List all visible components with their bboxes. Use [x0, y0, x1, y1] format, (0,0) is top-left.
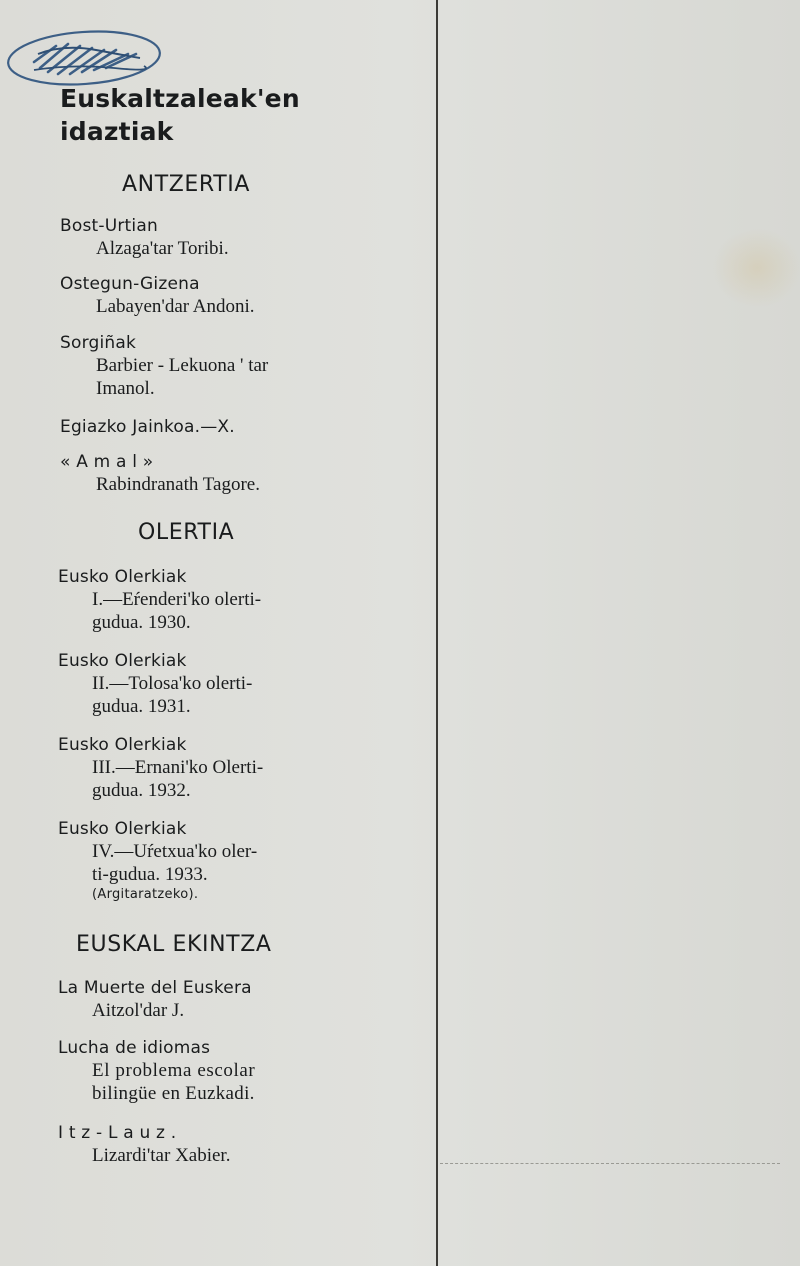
list-item [0, 566, 436, 634]
entry-title: Lucha de idiomas [58, 1038, 211, 1058]
entry-author: Rabindranath Tagore. [96, 474, 260, 495]
entry-detail: El problema escolar [92, 1060, 256, 1081]
entry-title: Sorgiñak [60, 333, 137, 353]
paper-stain [712, 228, 800, 308]
list-item [0, 416, 436, 438]
entry-detail-cont: gudua. 1931. [92, 696, 191, 717]
entry-detail-cont: gudua. 1930. [92, 612, 191, 633]
entry-title: Bost-Urtian [60, 216, 158, 236]
title-line-2: idaztiak [60, 117, 174, 146]
entry-title: « A m a l » [60, 452, 154, 472]
list-item [0, 451, 436, 496]
entry-author: Aitzol'dar J. [92, 1000, 185, 1021]
page-fold-line [436, 0, 438, 1266]
entry-title: Eusko Olerkiak [58, 819, 187, 839]
list-item [0, 273, 436, 318]
entry-title: La Muerte del Euskera [58, 978, 252, 998]
entry-author: Labayen'dar Andoni. [96, 296, 255, 317]
entry-author: Barbier - Lekuona ' tar [96, 355, 269, 376]
entry-title: Ostegun-Gizena [60, 274, 200, 294]
list-item [0, 650, 436, 718]
entry-title: Eusko Olerkiak [58, 735, 187, 755]
entry-author: Alzaga'tar Toribi. [96, 238, 229, 259]
entry-detail: IV.—Uŕetxua'ko oler- [92, 841, 258, 862]
entry-note: (Argitaratzeko). [92, 887, 199, 902]
title-line-1: Euskaltzaleak'en [60, 84, 300, 113]
list-item [0, 1122, 436, 1167]
entry-title: Eusko Olerkiak [58, 567, 187, 587]
entry-detail-cont: bilingüe en Euzkadi. [92, 1083, 255, 1104]
entry-detail-cont: ti-gudua. 1933. [92, 864, 208, 885]
entry-detail-cont: gudua. 1932. [92, 780, 191, 801]
entry-author-cont: Imanol. [96, 378, 155, 399]
entry-detail: I.—Eŕenderi'ko olerti- [92, 589, 262, 610]
entry-title: Eusko Olerkiak [58, 651, 187, 671]
page-title [60, 82, 300, 148]
entry-title: Egiazko Jainkoa.—X. [60, 417, 235, 437]
dashed-guide-line [440, 1163, 780, 1164]
entry-detail: II.—Tolosa'ko olerti- [92, 673, 253, 694]
list-item [0, 332, 436, 400]
list-item [0, 818, 436, 903]
entry-detail: III.—Ernani'ko Olerti- [92, 757, 264, 778]
list-item [0, 1037, 436, 1105]
entry-author: Lizardi'tar Xabier. [92, 1145, 231, 1166]
section-heading-euskal-ekintza: EUSKAL EKINTZA [76, 932, 272, 957]
list-item [0, 977, 436, 1022]
list-item [0, 734, 436, 802]
section-heading-olertia: OLERTIA [138, 520, 235, 545]
list-item [0, 215, 436, 260]
entry-title: I t z - L a u z . [58, 1123, 177, 1143]
section-heading-antzertia: ANTZERTIA [122, 172, 250, 197]
